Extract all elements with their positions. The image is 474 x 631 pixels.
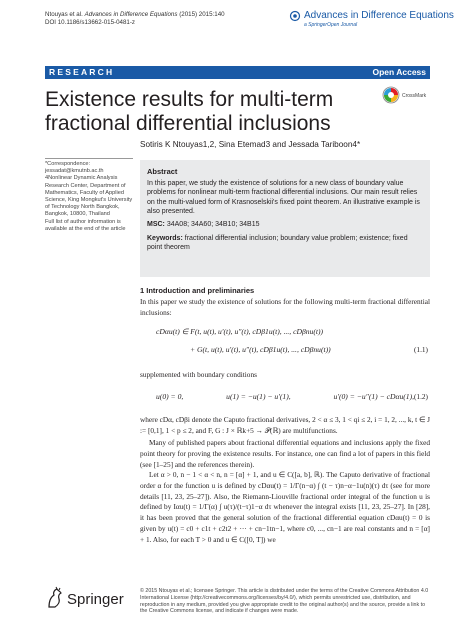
keywords-line [147, 234, 424, 253]
msc-codes: 34A08; 34A60; 34B10; 34B15 [166, 221, 260, 228]
publisher-name: Springer [67, 591, 124, 608]
crossmark-icon[interactable] [381, 84, 427, 110]
article-type-band [45, 66, 430, 79]
keywords-label: Keywords: [147, 235, 183, 242]
section-heading: 1 Introduction and preliminaries [140, 286, 255, 295]
authors: Sotiris K Ntouyas1,2, Sina Etemad3 and Jessada Tariboon4* [140, 140, 361, 149]
journal-logo[interactable] [290, 10, 454, 30]
running-header [45, 11, 225, 27]
equation-number: (1.2) [414, 392, 428, 401]
open-access-label: Open Access [372, 67, 426, 77]
author-info-note: Full list of author information is available at the end of the article [45, 218, 126, 232]
crossmark-label: CrossMark [402, 93, 427, 99]
msc-line [147, 220, 424, 229]
journal-logo-title: Advances in Difference Equations [304, 10, 454, 21]
correspondence-sidebar [45, 161, 135, 233]
boundary-condition: u(1) = −u(1) − u′(1), [226, 392, 291, 401]
equation-1-2 [156, 392, 414, 401]
equation-1-1-line-2: + G(t, u(t), u′(t), u″(t), cDβ1u(t), ..., cDβnu(t)) [190, 345, 331, 354]
journal-name: Advances in Difference Equations [84, 11, 178, 18]
boundary-condition: u′(0) = −u″(1) − cDαu(1), [333, 392, 414, 401]
equation-number: (1.1) [414, 345, 428, 354]
sidebar-divider [45, 158, 133, 159]
keywords: fractional differential inclusion; boundary value problem; existence; fixed point theorem [147, 235, 408, 252]
paragraph: where cDα, cDβi denote the Caputo fractional derivatives, 2 < α ≤ 3, 1 < qi ≤ 2, i = 1, 2, ..., k, t ∈ J := [0,1], 1 < p ≤ 2, and F, G : J × ℝk+5 → 𝒫(ℝ) are multifunctions. [140, 415, 430, 435]
citation-suffix: (2015) 2015:140 [179, 11, 225, 18]
paragraph: supplemented with boundary conditions [140, 370, 257, 379]
journal-logo-subtitle: a SpringerOpen Journal [304, 22, 358, 28]
article-type-label: RESEARCH [49, 67, 115, 77]
doi[interactable]: DOI 10.1186/s13662-015-0481-z [45, 19, 136, 26]
boundary-condition: u(0) = 0, [156, 392, 184, 401]
abstract-text: In this paper, we study the existence of solutions for a new class of boundary value problems for nonlinear multi-term fractional differential inclusions. Our main result relies on the multi-valued form of Krasnoselskii's fixed point theorem. An illustrative example is also presented. [147, 180, 420, 216]
abstract-box [140, 160, 430, 277]
springer-logo [45, 587, 131, 613]
paragraph: Many of published papers about fractional differential equations and inclusions apply the fixed point theory for proving the existence results. For instance, one can find a lot of papers in this field (see [1–25] and the references therein). [140, 438, 430, 469]
equation-1-1-line-1: cDαu(t) ∈ F(t, u(t), u′(t), u″(t), cDβ1u(t), ..., cDβnu(t)) [156, 327, 324, 336]
paragraph: Let α > 0, n − 1 < α < n, n = [α] + 1, and u ∈ C([a, b], ℝ). The Caputo derivative of fractional order α for the function u is defined by cDαu(t) = 1/Γ(n−α) ∫ (t − τ)n−α−1u(n)(τ) dτ (see for more details [11, 23, 25–27]). Also, the Riemann-Liouville fractional order integral of the function u is defined by Iαu(t) = 1/Γ(α) ∫ u(τ)/(t−τ)1−α dτ whenever the integral exists [11, 23, 25–27]. In [28], it has been proved that the general solution of the fractional differential equation cDαu(t) = 0 is given by u(t) = c0 + c1t + c2t2 + ··· + cn−1tn−1, where c0, ..., cn−1 are real constants and n = [α] + 1. Also, for each T > 0 and u ∈ C([0, T]) we [140, 470, 430, 544]
journal-mark-icon [290, 11, 300, 21]
affiliation: 4Nonlinear Dynamic Analysis Research Center, Department of Mathematics, Faculty of Applied Science, King Mongkut's University of Technology North Bangkok, Bangkok, 10800, Thailand [45, 175, 133, 218]
article-title: Existence results for multi-term fractional differential inclusions [45, 88, 334, 135]
correspondence-label: *Correspondence: [45, 161, 91, 167]
msc-label: MSC: [147, 221, 165, 228]
correspondence-email[interactable]: jessadat@kmutnb.ac.th [45, 168, 104, 175]
springer-horse-icon [45, 587, 65, 609]
license-statement: © 2015 Ntouyas et al.; licensee Springer. This article is distributed under the terms of the Creative Commons Attribution 4.0 International License (http://creativecommons.org/licenses/by/4.0/), which permits unrestricted use, distribution, and reproduction in any medium, provided you give appropriate credit to the original author(s) and the source, provide a link to the Creative Commons license, and indicate if changes were made. [140, 588, 429, 615]
paragraph: In this paper we study the existence of solutions for the following multi-term fractional differential inclusions: [140, 297, 430, 317]
abstract-heading: Abstract [147, 167, 178, 176]
citation-prefix: Ntouyas et al. [45, 11, 83, 18]
